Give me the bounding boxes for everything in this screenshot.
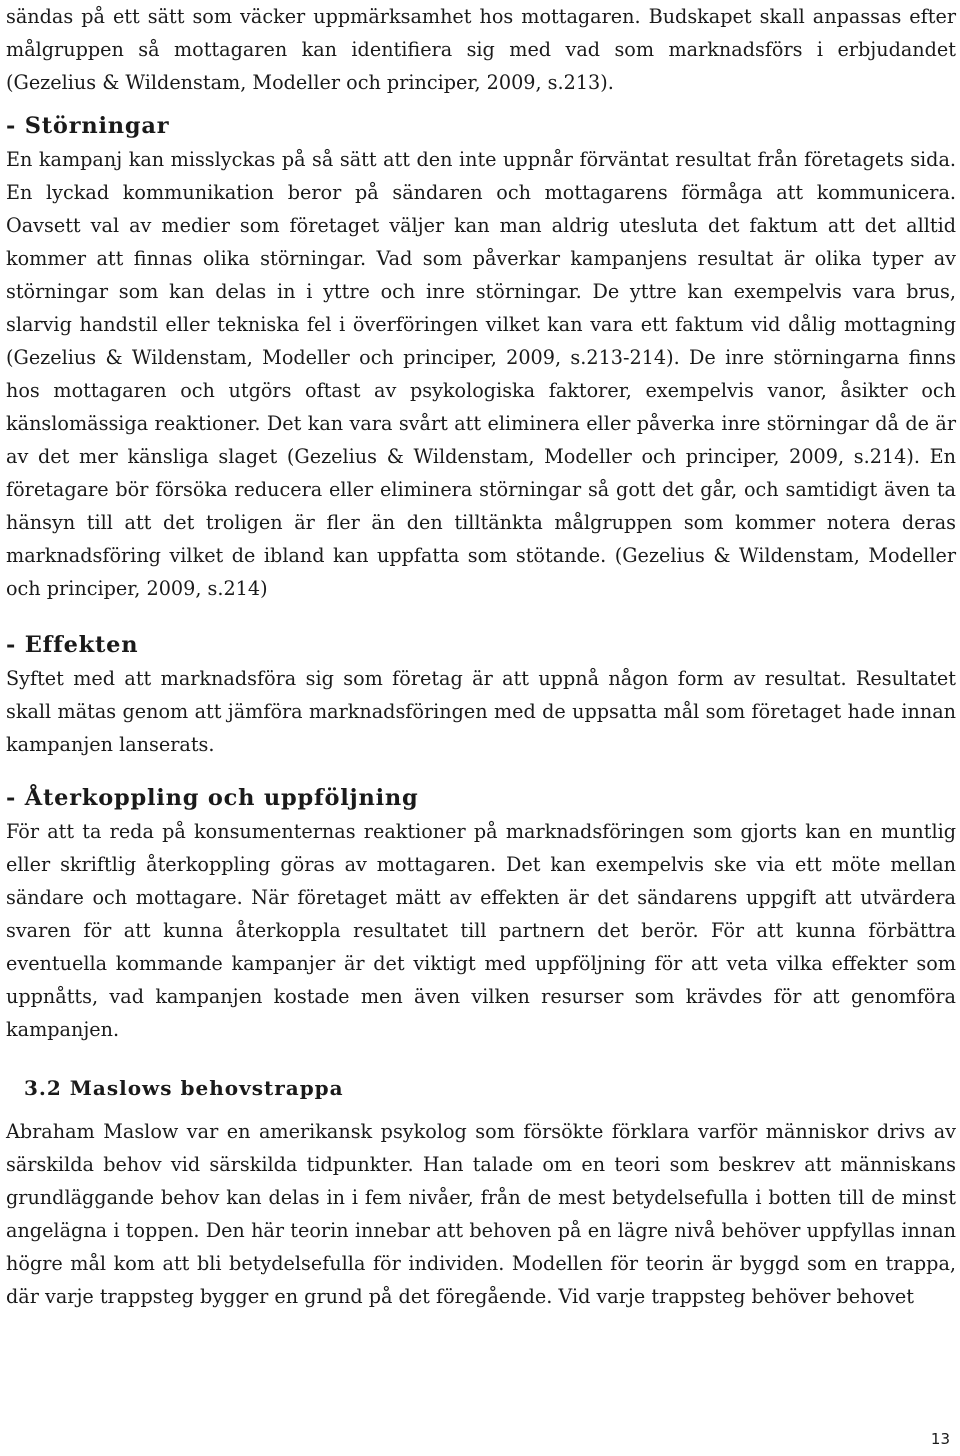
heading-effekten: - Effekten [6, 632, 139, 658]
section-heading-maslow: 3.2 Maslows behovstrappa [24, 1076, 344, 1100]
paragraph-maslow: Abraham Maslow var en amerikansk psykolog som försökte förklara varför människor drivs av särskilda behov vid särskilda tidpunkter. Han talade om en teori som beskrev att människans grundläggande behov kan delas in i fem nivåer, från de mest betydelsefulla i botten till de minst angelägna i toppen. Den här teorin innebar att behoven på en lägre nivå behöver uppfyllas innan högre mål kom att bli betydelsefulla för individen. Modellen för teorin är byggd som en trappa, där varje trappsteg bygger en grund på det föregående. Vid varje trappsteg behöver behovet [6, 1120, 956, 1308]
paragraph-storningar: En kampanj kan misslyckas på så sätt att den inte uppnår förväntat resultat från företagets sida. En lyckad kommunikation beror på sändaren och mottagarens förmåga att kommunicera. Oavsett val av medier som företaget väljer kan man aldrig utesluta det faktum att det alltid kommer att finnas olika störningar. Vad som påverkar kampanjens resultat är olika typer av störningar som kan delas in i yttre och inre störningar. De yttre kan exempelvis vara brus, slarvig handstil eller tekniska fel i överföringen vilket kan vara ett faktum vid dålig mottagning (Gezelius & Wildenstam, Modeller och principer, 2009, s.213-214). De inre störningarna finns hos mottagaren och utgörs oftast av psykologiska faktorer, exempelvis vanor, åsikter och känslomässiga reaktioner. Det kan vara svårt att eliminera eller påverka inre störningar då de är av det mer känsliga slaget (Gezelius & Wildenstam, Modeller och principer, 2009, s.214). En företagare bör försöka reducera eller eliminera störningar så gott det går, och samtidigt även ta hänsyn till att det troligen är fler än den tilltänkta målgruppen som kommer notera deras marknadsföring vilket de ibland kan uppfatta som stötande. (Gezelius & Wildenstam, Modeller och principer, 2009, s.214) [6, 148, 956, 600]
document-page [6, 0, 956, 1313]
intro-paragraph: sändas på ett sätt som väcker uppmärksamhet hos mottagaren. Budskapet skall anpassas efter målgruppen så mottagaren kan identifiera sig med vad som marknadsförs i erbjudandet (Gezelius & Wildenstam, Modeller och principer, 2009, s.213). [6, 5, 956, 94]
heading-aterkoppling: - Återkoppling och uppföljning [6, 785, 419, 811]
page-number: 13 [930, 1430, 950, 1448]
paragraph-effekten: Syftet med att marknadsföra sig som företag är att uppnå någon form av resultat. Resultatet skall mätas genom att jämföra marknadsföringen med de uppsatta mål som företaget hade innan kampanjen lanserats. [6, 667, 956, 756]
paragraph-aterkoppling: För att ta reda på konsumenternas reaktioner på marknadsföringen som gjorts kan en muntlig eller skriftlig återkoppling göras av mottagaren. Det kan exempelvis ske via ett möte mellan sändare och mottagare. När företaget mätt av effekten är det sändarens uppgift att utvärdera svaren för att kunna återkoppla resultatet till partnern det berör. För att kunna förbättra eventuella kommande kampanjer är det viktigt med uppföljning för att veta vilka effekter som uppnåtts, vad kampanjen kostade men även vilken resurser som krävdes för att genomföra kampanjen. [6, 820, 956, 1041]
heading-storningar: - Störningar [6, 113, 170, 139]
